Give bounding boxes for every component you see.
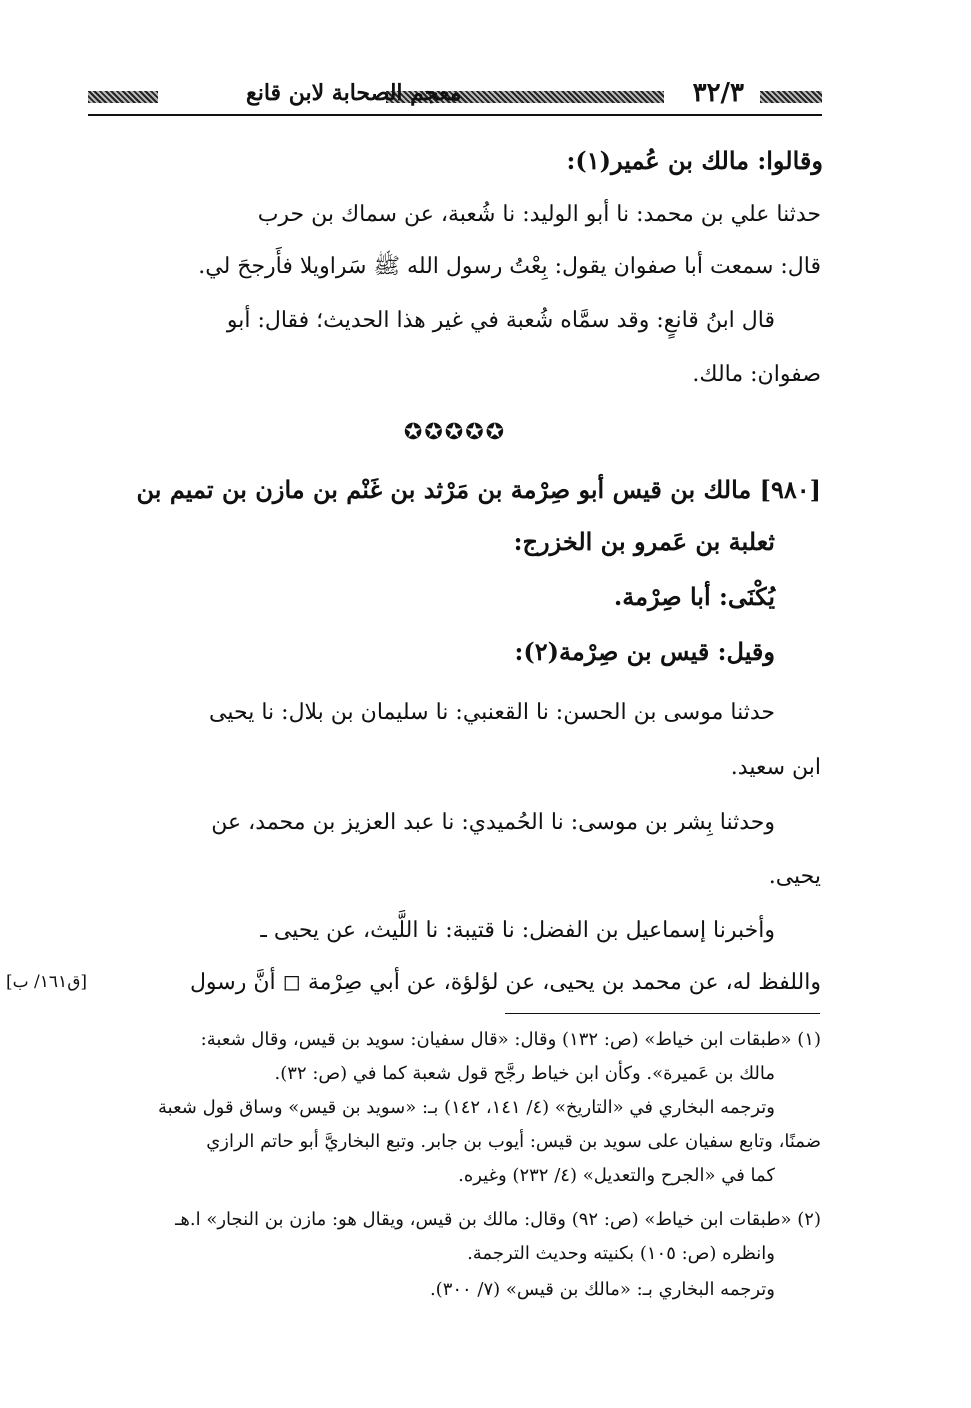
book-title: معجم الصحابة لابن قانع <box>246 80 462 106</box>
text-line: صفوان: مالك. <box>692 362 821 387</box>
footnote-rule <box>505 1013 820 1014</box>
header-ornament-right <box>760 91 822 103</box>
footnote-line: (١) «طبقات ابن خياط» (ص: ١٣٢) وقال: «قال سفيان: سويد بن قيس، وقال شعبة: <box>200 1029 821 1050</box>
footnote-line: ضمنًا، وتابع سفيان على سويد بن قيس: أيوب بن جابر. وتبع البخاريَّ أبو حاتم الرازي <box>206 1131 821 1152</box>
text-line: وقيل: قيس بن صِرْمة(٢): <box>514 637 775 666</box>
manuscript-reference: [ق١٦١/ ب] <box>6 972 88 992</box>
text-line: واللفظ له، عن محمد بن يحيى، عن لؤلؤة، عن أبي صِرْمة ◻ أنَّ رسول <box>189 970 821 995</box>
text-line: يحيى. <box>768 864 821 889</box>
footnote-line: كما في «الجرح والتعديل» (٤/ ٢٣٢) وغيره. <box>458 1165 775 1186</box>
text-line: وقالوا: مالك بن عُمير(١): <box>566 146 823 175</box>
text-line: يُكْنَى: أبا صِرْمة. <box>613 582 775 611</box>
footnote-line: وترجمه البخاري بـ: «مالك بن قيس» (٧/ ٣٠٠). <box>429 1279 775 1300</box>
footnote-line: وانظره (ص: ١٠٥) بكنيته وحديث الترجمة. <box>467 1243 775 1264</box>
footnote-line: (٢) «طبقات ابن خياط» (ص: ٩٢) وقال: مالك بن قيس، ويقال هو: مازن بن النجار» ا.هـ <box>175 1209 821 1230</box>
header-rule <box>88 114 822 116</box>
footnote-line: وترجمه البخاري في «التاريخ» (٤/ ١٤١، ١٤٢) بـ: «سويد بن قيس» وساق قول شعبة <box>158 1097 775 1118</box>
section-separator: ✪✪✪✪✪ <box>403 420 507 445</box>
text-line: ثعلبة بن عَمرو بن الخزرج: <box>513 527 775 556</box>
footnote-line: مالك بن عَميرة». وكأن ابن خياط رجَّح قول شعبة كما في (ص: ٣٢). <box>274 1063 775 1084</box>
text-line: [٩٨٠] مالك بن قيس أبو صِرْمة بن مَرْثد بن غَنْم بن مازن بن تميم بن <box>136 475 821 504</box>
text-line: حدثنا علي بن محمد: نا أبو الوليد: نا شُعبة، عن سماك بن حرب <box>257 202 821 227</box>
text-line: ابن سعيد. <box>730 755 821 780</box>
page-number: ٣٢/٣ <box>692 78 744 108</box>
header-ornament-left <box>88 91 158 103</box>
text-line: قال: سمعت أبا صفوان يقول: بِعْتُ رسول الله ﷺ سَراويلا فأَرجحَ لي. <box>198 254 821 279</box>
text-line: قال ابنُ قانعٍ: وقد سمَّاه شُعبة في غير هذا الحديث؛ فقال: أبو <box>226 308 775 333</box>
text-line: وأخبرنا إسماعيل بن الفضل: نا قتيبة: نا اللَّيث، عن يحيى ـ <box>260 918 775 943</box>
text-line: وحدثنا بِشر بن موسى: نا الحُميدي: نا عبد العزيز بن محمد، عن <box>211 810 775 835</box>
text-line: حدثنا موسى بن الحسن: نا القعنبي: نا سليمان بن بلال: نا يحيى <box>209 700 775 725</box>
page-header <box>88 78 822 110</box>
